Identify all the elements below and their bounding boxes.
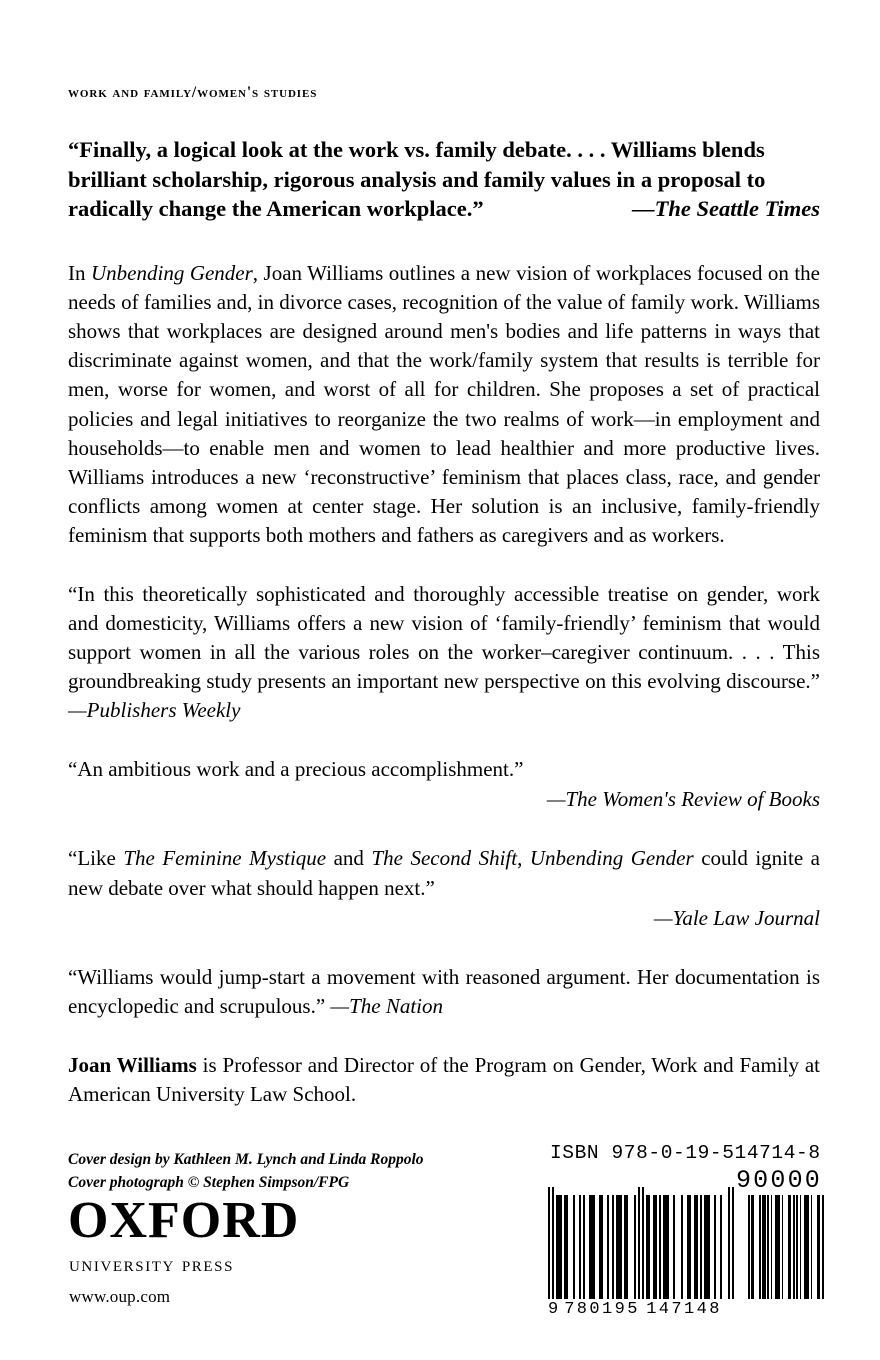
review-3-text <box>68 844 820 902</box>
review-2-source: —The Women's Review of Books <box>546 787 820 812</box>
spacer <box>68 933 820 963</box>
spacer <box>68 224 820 259</box>
review-3-part-b: and <box>326 846 372 871</box>
author-name: Joan Williams <box>68 1052 197 1077</box>
ean13-barcode <box>548 1195 734 1319</box>
university-press-label: university press <box>69 1252 235 1277</box>
ean-left-group: 780195 <box>564 1300 640 1319</box>
author-bio <box>68 1051 820 1109</box>
review-1-text <box>68 580 820 725</box>
ean-lead-digit: 9 <box>548 1300 559 1319</box>
review-3-italic-b: The Second Shift <box>371 846 518 871</box>
pull-quote-line-3-row <box>68 194 820 224</box>
publisher-url[interactable]: www.oup.com <box>69 1286 171 1306</box>
ean13-digits <box>548 1300 734 1319</box>
barcode-block <box>548 1142 824 1319</box>
pull-quote-line-3: radically change the American workplace.” <box>68 196 484 222</box>
pull-quote <box>68 135 820 224</box>
review-3 <box>68 844 820 932</box>
spacer <box>68 725 820 755</box>
review-1-body: “In this theoretically sophisticated and thoroughly accessible treatise on gender, work and domesticity, Williams offers a new vision of ‘family-friendly’ feminism that would support women in all the various roles on the worker–caregiver continuum. . . . This groundbreaking study presents an important new perspective on this evolving discourse.” <box>68 581 820 694</box>
review-3-part-a: “Like <box>68 846 124 871</box>
ean5-bar-pattern <box>748 1195 824 1299</box>
pull-quote-line-1: “Finally, a logical look at the work vs. family debate. . . . Williams blends <box>68 137 765 163</box>
review-3-italic-c: Unbending Gender <box>529 846 694 871</box>
spacer <box>68 1021 820 1051</box>
review-2 <box>68 755 820 814</box>
pull-quote-line-2: brilliant scholarship, rigorous analysis and family values in a proposal to <box>68 166 766 192</box>
review-4-source: —The Nation <box>330 993 444 1018</box>
credit-design: Cover design by Kathleen M. Lynch and Linda Roppolo <box>68 1150 424 1168</box>
ean5-addon-barcode <box>748 1195 824 1299</box>
review-4-text <box>68 963 820 1021</box>
review-3-part-c: , <box>517 846 530 871</box>
description-part-1: In <box>68 261 91 286</box>
oxford-logo: OXFORD <box>68 1192 300 1249</box>
review-4-body: “Williams would jump-start a movement with reasoned argument. Her documentation is encyclopedic and scrupulous.” <box>68 964 820 1018</box>
credit-photograph: Cover photograph © Stephen Simpson/FPG <box>68 1173 350 1191</box>
review-2-text: “An ambitious work and a precious accomplishment.” <box>68 757 524 782</box>
ean-right-group: 147148 <box>646 1300 722 1319</box>
review-3-italic-a: The Feminine Mystique <box>123 846 327 871</box>
author-bio-rest: is Professor and Director of the Program on Gender, Work and Family at American University Law School. <box>68 1052 820 1106</box>
spacer <box>68 550 820 580</box>
publisher-block <box>68 1192 408 1307</box>
category-header: work and family/women's studies <box>68 84 318 101</box>
spacer <box>68 814 820 844</box>
description-part-2: , Joan Williams outlines a new vision of workplaces focused on the needs of families and, in divorce cases, recognition of the value of family work. Williams shows that workplaces are designed around men's bodies and life patterns in ways that discriminate against women, and that the work/family system that results is terrible for men, worse for women, and worst of all for children. She proposes a set of practical policies and legal initiatives to reorganize the two realms of work—in employment and households—to enable men and women to lead healthier and more productive lives. Williams introduces a new ‘reconstructive’ feminism that places class, race, and gender conflicts among women at center stage. Her solution is an inclusive, family-friendly feminism that supports both mothers and fathers as caregivers and as workers. <box>68 261 820 547</box>
review-3-part-d: could ignite a new debate over what should happen next.” <box>68 846 820 900</box>
pull-quote-attribution: —The Seattle Times <box>632 196 820 222</box>
barcode-bars-row <box>548 1195 824 1319</box>
barcode-addon-value: 90000 <box>735 1166 822 1195</box>
isbn-text: ISBN 978-0-19-514714-8 <box>550 1142 821 1164</box>
review-1-source: —Publishers Weekly <box>68 698 241 723</box>
book-title-italic: Unbending Gender <box>91 261 253 286</box>
review-3-source: —Yale Law Journal <box>653 905 820 930</box>
description-paragraph <box>68 259 820 550</box>
ean13-bar-pattern <box>548 1195 734 1299</box>
cover-text-content <box>68 84 820 1194</box>
